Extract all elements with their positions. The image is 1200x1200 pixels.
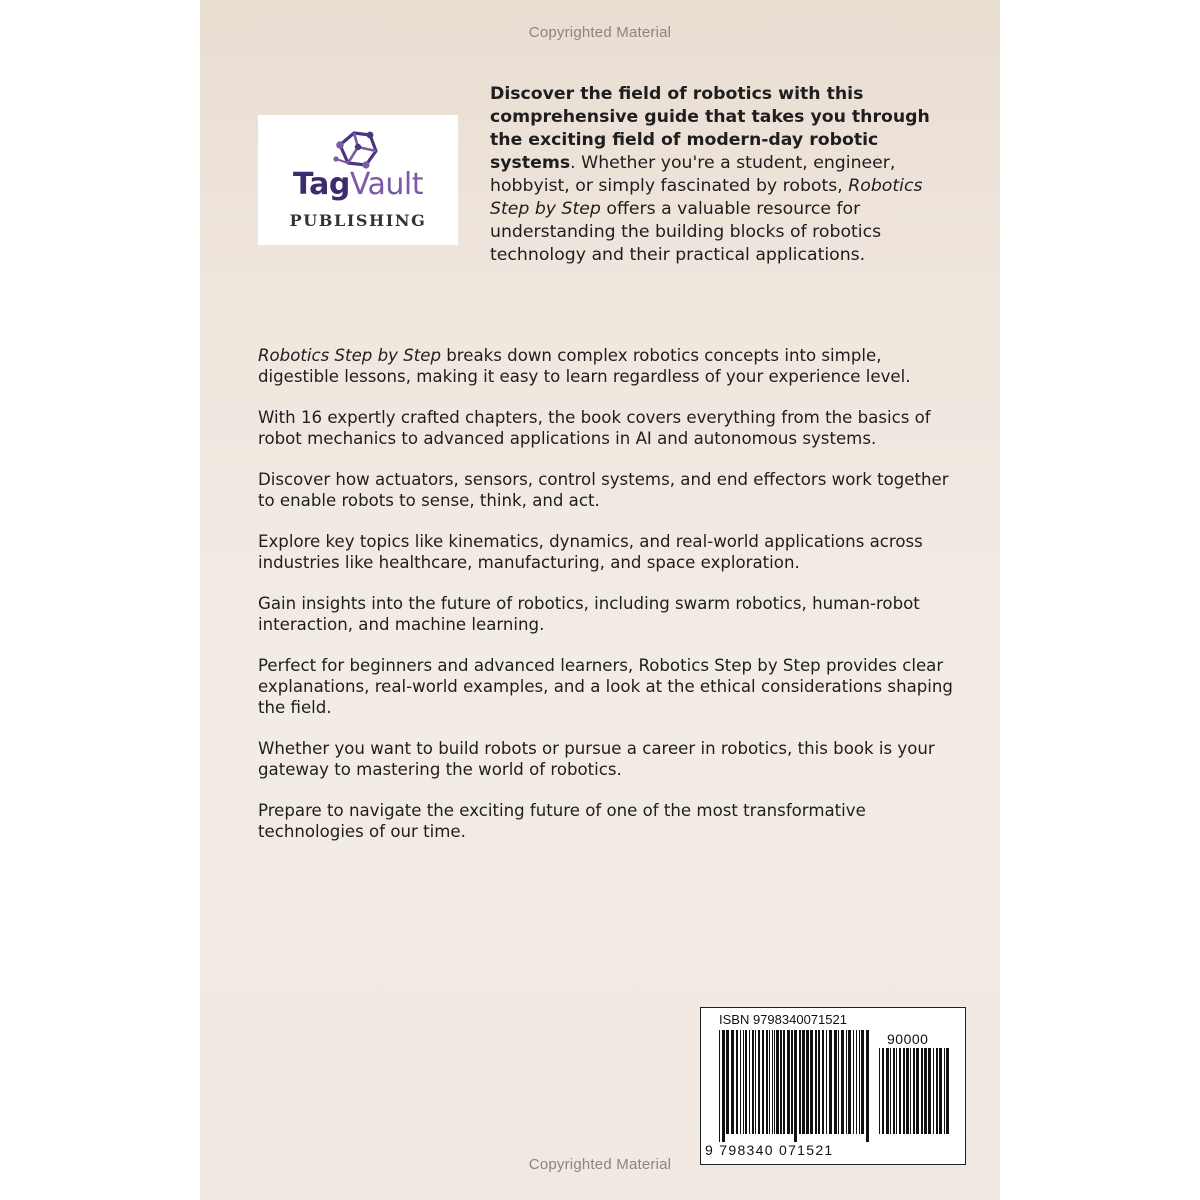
barcode-bar (772, 1030, 773, 1134)
barcode-bar (740, 1030, 741, 1134)
barcode-bar (899, 1048, 901, 1134)
barcode-bar (906, 1048, 909, 1134)
barcode-bar (848, 1030, 851, 1134)
wordmark-tag: Tag (292, 167, 350, 202)
barcode-bar (749, 1030, 750, 1134)
barcode-bar (719, 1030, 720, 1142)
barcode-bar (866, 1030, 869, 1142)
barcode-bar (752, 1030, 754, 1134)
barcode-bar (810, 1030, 813, 1134)
description-paragraph: Gain insights into the future of robotics, including swarm robotics, human-robot interaction, and machine learning. (258, 594, 920, 634)
barcode-bar (799, 1030, 801, 1134)
barcode-bar (838, 1030, 839, 1134)
barcode-bar (910, 1048, 911, 1134)
circuit-node-icon (330, 125, 386, 173)
barcode-bar (944, 1048, 945, 1134)
barcode-bar (886, 1048, 889, 1134)
description-paragraph: Prepare to navigate the exciting future of one of the most transformative technologies of our time. (258, 801, 866, 841)
intro-bold-lead: Discover the field of robotics with this comprehensive guide that takes you through the exciting field of modern-day robotic systems (490, 84, 930, 173)
description-paragraph: Explore key topics like kinematics, dynamics, and real-world applications across industries like healthcare, manufacturing, and space exploration. (258, 532, 923, 572)
barcode-bar (815, 1030, 817, 1134)
intro-closing: offers a valuable resource for understanding the building blocks of robotics technology and their practical applications. (490, 199, 882, 265)
barcode-bar (916, 1048, 919, 1134)
body-first-rest: breaks down complex robotics concepts into simple, digestible lessons, making it easy to learn regardless of your experience level. (258, 346, 911, 386)
barcode-bar (802, 1030, 805, 1134)
barcode-bar (780, 1030, 782, 1134)
barcode-bar (856, 1030, 857, 1134)
barcode-bar (731, 1030, 734, 1134)
addon-price-code: 90000 (887, 1031, 929, 1047)
copyright-watermark-bottom: Copyrighted Material (528, 1156, 672, 1173)
barcode-bar (745, 1030, 747, 1134)
barcode-bar (896, 1048, 897, 1134)
barcode-bar (766, 1030, 768, 1134)
barcode-bar (755, 1030, 756, 1134)
barcode-digits: 9 798340 071521 (705, 1142, 834, 1158)
barcode-bar (776, 1030, 779, 1134)
barcode-bar (939, 1048, 942, 1134)
barcode-bar (893, 1048, 895, 1134)
barcode-bar (783, 1030, 785, 1134)
description-paragraph: Discover how actuators, sensors, control systems, and end effectors work together to enable robots to sense, think, and act. (258, 470, 949, 510)
barcode-bar (879, 1048, 880, 1134)
barcode-bar (946, 1048, 949, 1134)
barcode-bar (758, 1030, 760, 1134)
barcode-bar (818, 1030, 820, 1134)
description-paragraph (258, 345, 958, 387)
barcode-bar (913, 1048, 915, 1134)
intro-book-title: Robotics Step by Step (490, 176, 923, 219)
barcode-bar (928, 1048, 931, 1134)
barcode-bar (806, 1030, 809, 1134)
barcode-bar (787, 1030, 790, 1134)
barcode-bar (853, 1030, 854, 1134)
barcode-bar (791, 1030, 793, 1134)
intro-after-bold: . Whether you're a student, engineer, hobbyist, or simply fascinated by robots, (490, 153, 896, 196)
barcode-bar (924, 1048, 927, 1134)
barcode-bar (933, 1048, 934, 1134)
barcode-bar (859, 1030, 860, 1134)
addon-bars (879, 1048, 951, 1142)
ean-bars (719, 1030, 869, 1142)
isbn-label: ISBN 9798340071521 (719, 1012, 847, 1027)
intro-blurb (490, 83, 960, 267)
barcode-bar (829, 1030, 832, 1134)
wordmark-vault: Vault (349, 167, 424, 202)
barcode-bar (903, 1048, 905, 1134)
publisher-logo (258, 115, 458, 245)
isbn-barcode (700, 1007, 966, 1165)
body-book-title: Robotics Step by Step (258, 346, 441, 365)
barcode-bar (841, 1030, 844, 1134)
barcode-bar (794, 1030, 797, 1142)
barcode-bar (722, 1030, 725, 1142)
barcode-bar (890, 1048, 891, 1134)
barcode-bar (882, 1048, 884, 1134)
barcode-bar (921, 1048, 923, 1134)
description-paragraph: With 16 expertly crafted chapters, the book covers everything from the basics of robot mechanics to advanced applications in AI and autonomous systems. (258, 408, 931, 448)
barcode-bar (774, 1030, 775, 1134)
description-paragraph: Whether you want to build robots or pursue a career in robotics, this book is your gateway to mastering the world of robotics. (258, 739, 935, 779)
barcode-bar (826, 1030, 827, 1134)
barcode-bar (834, 1030, 837, 1134)
barcode-bar (822, 1030, 824, 1134)
barcode-bar (861, 1030, 864, 1134)
publisher-subtitle: PUBLISHING (289, 211, 427, 230)
barcode-bar (726, 1030, 729, 1134)
description-paragraph: Perfect for beginners and advanced learners, Robotics Step by Step provides clear explanations, real-world examples, and a look at the ethical considerations shaping the field. (258, 656, 953, 717)
copyright-watermark-top: Copyrighted Material (528, 24, 672, 41)
barcode-bar (936, 1048, 938, 1134)
barcode-bar (769, 1030, 770, 1134)
barcode-bar (762, 1030, 764, 1134)
publisher-wordmark (258, 167, 458, 202)
barcode-bar (736, 1030, 738, 1134)
barcode-bar (743, 1030, 744, 1134)
barcode-bar (846, 1030, 847, 1134)
book-back-cover (200, 0, 1000, 1200)
description-body (258, 345, 958, 862)
